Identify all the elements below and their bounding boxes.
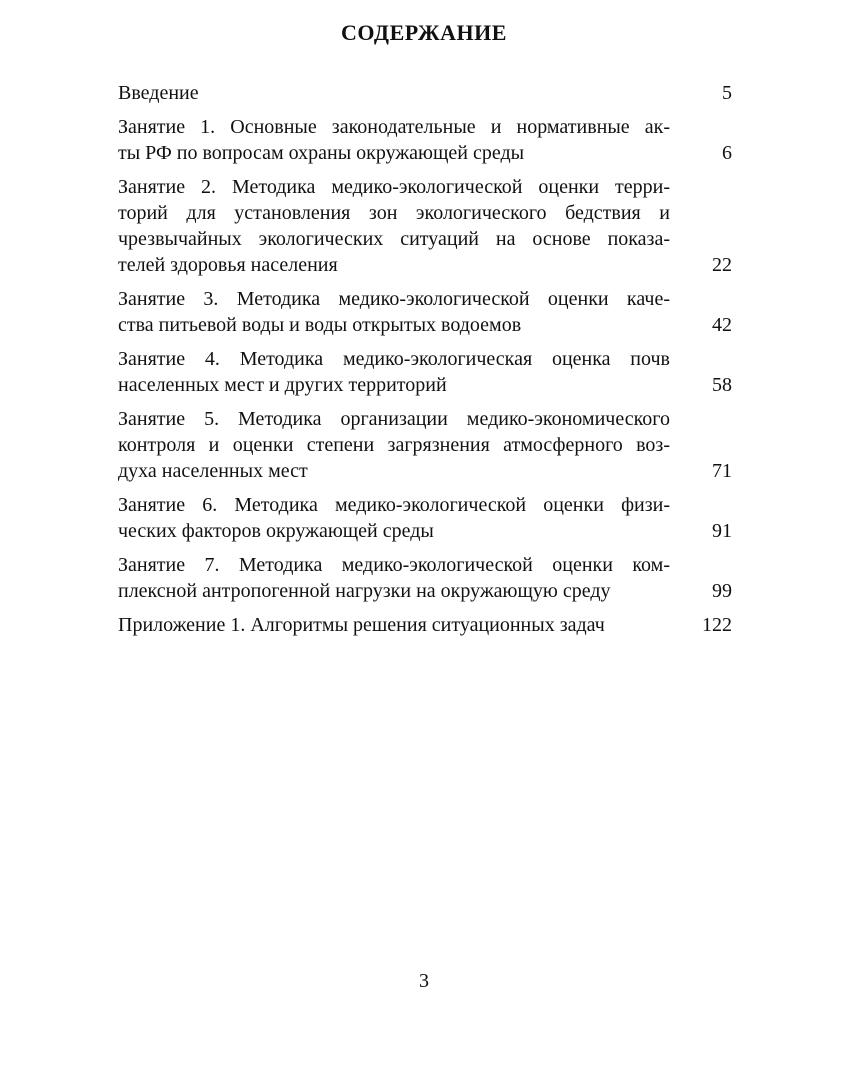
toc-entry-line: торий для установления зон экологического бедствия и — [118, 202, 670, 224]
toc-entry-line: ты РФ по вопросам охраны окружающей среды — [118, 142, 525, 164]
toc-entry-lesson-7 — [118, 552, 732, 604]
toc-entry-appendix-1 — [118, 612, 732, 638]
toc-entry-introduction — [118, 80, 732, 106]
toc-entry-page: 99 — [712, 580, 732, 602]
toc-entry-line: чрезвычайных экологических ситуаций на основе показа- — [118, 228, 670, 250]
toc-entry-line: Занятие 1. Основные законодательные и нормативные ак- — [118, 116, 670, 138]
toc-entry-title — [118, 492, 670, 544]
page-number: 3 — [419, 970, 429, 992]
toc-entry-lesson-5 — [118, 406, 732, 484]
toc-entry-page: 22 — [712, 254, 732, 276]
toc-entry-title — [118, 80, 670, 106]
toc-entry-line: ческих факторов окружающей среды — [118, 520, 434, 542]
page-title: СОДЕРЖАНИЕ — [341, 20, 507, 45]
toc-entry-page: 122 — [702, 614, 732, 636]
toc-entry-line: плексной антропогенной нагрузки на окружающую среду — [118, 580, 611, 602]
toc-entry-page: 6 — [722, 142, 732, 164]
toc-entry-lesson-3 — [118, 286, 732, 338]
toc-entry-line: телей здоровья населения — [118, 254, 338, 276]
toc-entry-line: Занятие 2. Методика медико-экологической оценки терри- — [118, 176, 670, 198]
toc-entry-line: Приложение 1. Алгоритмы решения ситуационных задач — [118, 614, 605, 636]
toc-entry-title — [118, 406, 670, 484]
table-of-contents — [118, 80, 732, 646]
toc-entry-line: ства питьевой воды и воды открытых водоемов — [118, 314, 522, 336]
toc-entry-line: духа населенных мест — [118, 460, 308, 482]
toc-entry-lesson-4 — [118, 346, 732, 398]
toc-entry-line: Занятие 4. Методика медико-экологическая оценка почв — [118, 348, 670, 370]
toc-entry-line: Занятие 5. Методика организации медико-экономического — [118, 408, 670, 430]
toc-entry-title — [118, 552, 670, 604]
toc-entry-page: 71 — [712, 460, 732, 482]
toc-entry-line: контроля и оценки степени загрязнения атмосферного воз- — [118, 434, 670, 456]
toc-entry-line: населенных мест и других территорий — [118, 374, 447, 396]
toc-entry-page: 42 — [712, 314, 732, 336]
toc-entry-lesson-1 — [118, 114, 732, 166]
toc-entry-title — [118, 612, 670, 638]
toc-entry-line: Введение — [118, 82, 199, 104]
toc-entry-page: 91 — [712, 520, 732, 542]
toc-entry-title — [118, 174, 670, 278]
toc-entry-title — [118, 286, 670, 338]
toc-entry-title — [118, 346, 670, 398]
toc-entry-line: Занятие 3. Методика медико-экологической оценки каче- — [118, 288, 670, 310]
toc-entry-lesson-2 — [118, 174, 732, 278]
toc-entry-page: 58 — [712, 374, 732, 396]
toc-entry-lesson-6 — [118, 492, 732, 544]
toc-entry-page: 5 — [722, 82, 732, 104]
toc-entry-line: Занятие 6. Методика медико-экологической оценки физи- — [118, 494, 670, 516]
toc-entry-line: Занятие 7. Методика медико-экологической оценки ком- — [118, 554, 670, 576]
toc-entry-title — [118, 114, 670, 166]
